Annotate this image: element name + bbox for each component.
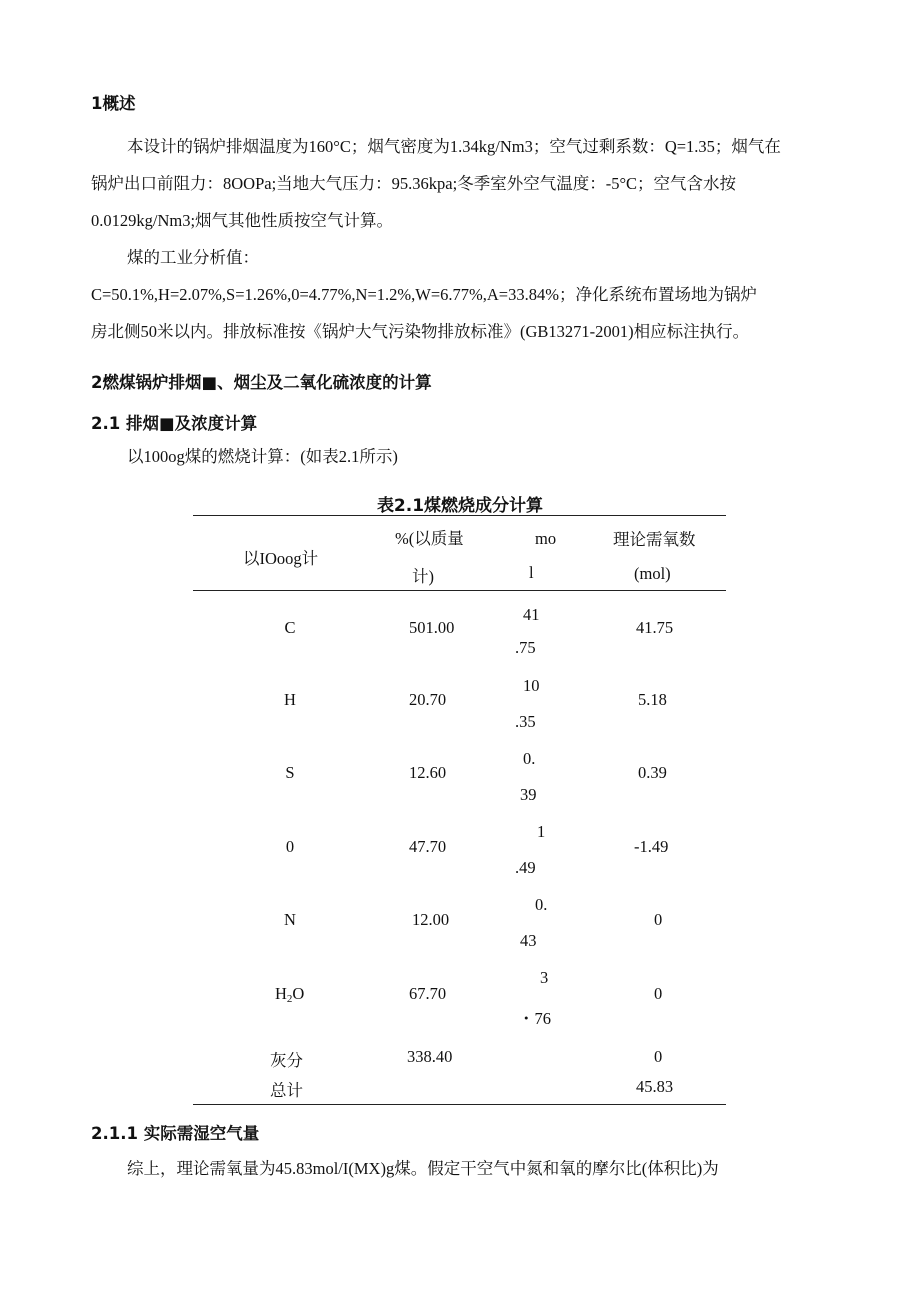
- section-1-heading: 1概述: [91, 94, 136, 113]
- cell-mol: 0.: [535, 895, 548, 914]
- cell-mol-cont: .75: [515, 638, 536, 657]
- cell-element: C: [284, 618, 296, 637]
- cell-oxygen: 0.39: [638, 763, 667, 782]
- table-header-rule: [193, 590, 726, 591]
- cell-mol: 3: [540, 968, 549, 987]
- paragraph-line: 锅炉出口前阻力：8OOPa;当地大气压力：95.36kpa;冬季室外空气温度：-5°C；空气含水按: [91, 174, 737, 193]
- section-2-1-1-heading: 2.1.1 实际需湿空气量: [91, 1124, 260, 1143]
- header-oxygen: 理论需氧数: [613, 530, 696, 549]
- cell-mol: 0.: [523, 749, 536, 768]
- header-mass-percent: %(以质量: [395, 529, 464, 548]
- cell-oxygen: 41.75: [636, 618, 674, 637]
- cell-mol-cont: .35: [515, 712, 536, 731]
- paragraph-line: 以100og煤的燃烧计算：(如表2.1所示): [127, 447, 398, 466]
- paragraph-line: 房北侧50米以内。排放标准按《锅炉大气污染物排放标准》(GB13271-2001)相应标注执行。: [91, 322, 750, 341]
- section-2-1-heading: 2.1 排烟■及浓度计算: [91, 414, 258, 433]
- cell-mol: 1: [537, 822, 546, 841]
- paragraph-line: 0.0129kg/Nm3;烟气其他性质按空气计算。: [91, 211, 394, 230]
- header-basis: 以IOoog计: [243, 549, 319, 568]
- cell-mass: 12.60: [409, 763, 447, 782]
- paragraph-line: C=50.1%,H=2.07%,S=1.26%,0=4.77%,N=1.2%,W=6.77%,A=33.84%；净化系统布置场地为锅炉: [91, 285, 757, 304]
- paragraph-line: 煤的工业分析值：: [127, 248, 259, 267]
- cell-oxygen: 0: [654, 910, 663, 929]
- cell-oxygen: 0: [654, 1047, 663, 1066]
- cell-mass: 67.70: [409, 984, 447, 1003]
- cell-oxygen: -1.49: [634, 837, 669, 856]
- cell-element: $H_2O$: [275, 984, 305, 1005]
- paragraph-line: 综上，理论需氧量为45.83mol/I(MX)g煤。假定干空气中氮和氧的摩尔比(体积比)为: [127, 1159, 719, 1178]
- cell-element: 总计: [270, 1081, 303, 1100]
- cell-oxygen: 5.18: [638, 690, 667, 709]
- cell-element: H: [284, 690, 296, 709]
- header-oxygen-unit: (mol): [634, 564, 671, 583]
- header-mol-cont: l: [529, 563, 534, 582]
- cell-mass: 338.40: [407, 1047, 453, 1066]
- cell-mol-cont: 43: [520, 931, 537, 950]
- cell-mass: 20.70: [409, 690, 447, 709]
- cell-mass: 12.00: [412, 910, 450, 929]
- cell-oxygen: 45.83: [636, 1077, 674, 1096]
- table-caption: 表2.1煤燃烧成分计算: [376, 496, 544, 516]
- cell-mass: 47.70: [409, 837, 447, 856]
- cell-element: 灰分: [270, 1051, 303, 1070]
- header-mass-percent-cont: 计): [412, 567, 434, 586]
- table-bottom-rule: [193, 1104, 726, 1105]
- cell-element: S: [285, 763, 295, 782]
- cell-element: N: [284, 910, 296, 929]
- cell-mol: 41: [523, 605, 540, 624]
- cell-element: 0: [285, 837, 295, 856]
- section-2-heading: 2燃煤锅炉排烟■、烟尘及二氧化硫浓度的计算: [91, 373, 432, 392]
- table-top-rule: [193, 515, 726, 516]
- header-mol: mo: [535, 529, 557, 548]
- cell-mol-cont: .49: [515, 858, 536, 877]
- cell-oxygen: 0: [654, 984, 663, 1003]
- cell-mass: 501.00: [409, 618, 455, 637]
- paragraph-line: 本设计的锅炉排烟温度为160°C；烟气密度为1.34kg/Nm3；空气过剩系数：Q=1.35；烟气在: [127, 137, 781, 156]
- cell-mol: 10: [523, 676, 540, 695]
- cell-mol-cont: 39: [520, 785, 537, 804]
- cell-mol-cont: ・76: [518, 1009, 551, 1028]
